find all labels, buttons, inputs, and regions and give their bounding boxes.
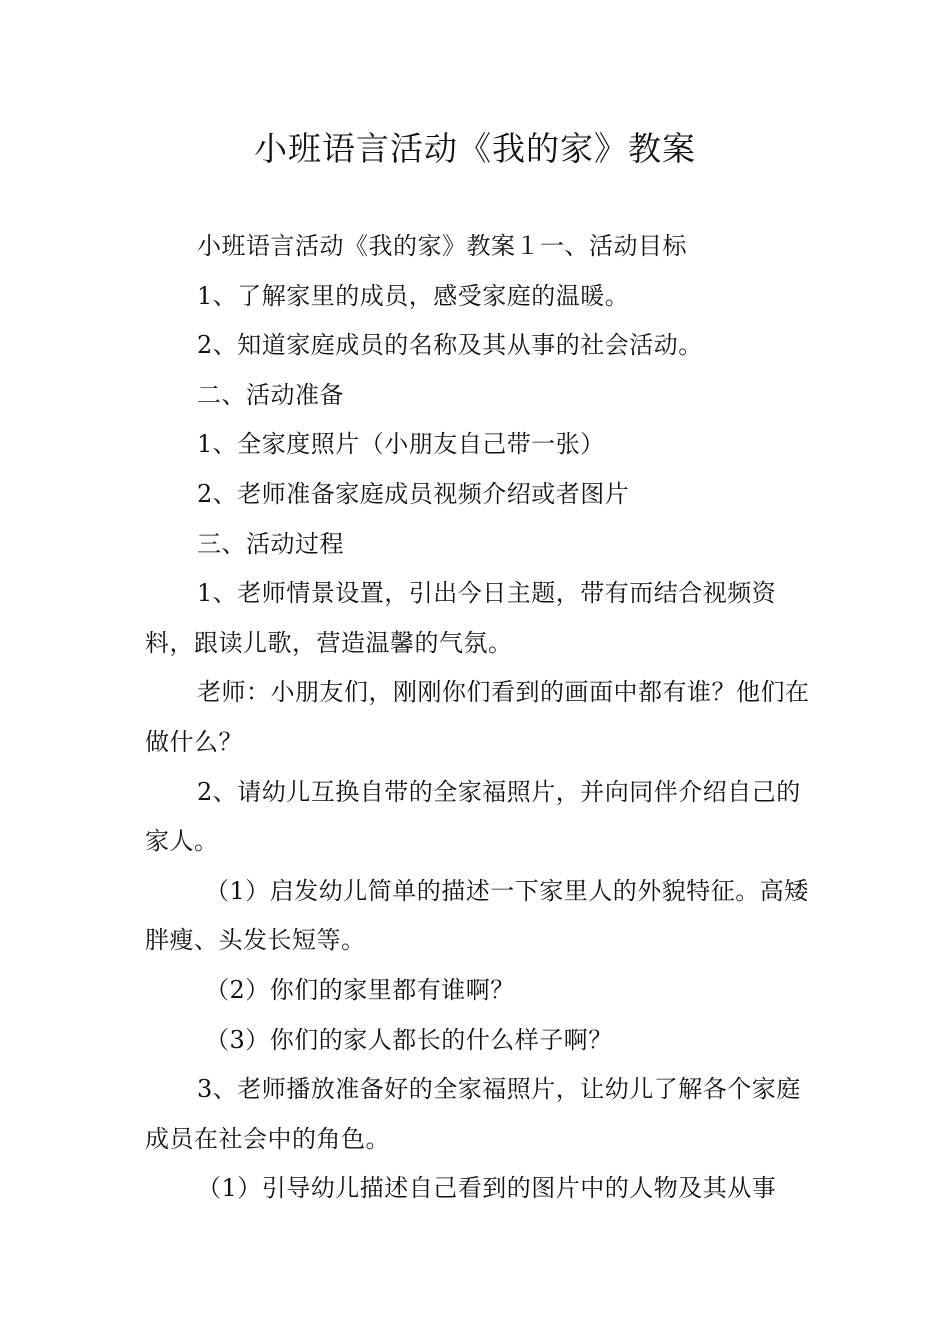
document-body — [145, 222, 810, 1214]
paragraph: 1、老师情景设置，引出今日主题，带有而结合视频资料，跟读儿歌，营造温馨的气氛。 — [145, 579, 777, 657]
paragraph: 小班语言活动《我的家》教案１一、活动目标 — [197, 232, 687, 260]
paragraph: 三、活动过程 — [197, 529, 344, 558]
paragraph: （1）引导幼儿描述自己看到的图片中的人物及其从事 — [197, 1174, 777, 1203]
paragraph: 1、全家度照片（小朋友自己带一张） — [197, 430, 605, 459]
document-title: 小班语言活动《我的家》教案 — [254, 129, 696, 168]
paragraph: （3）你们的家人都长的什么样子啊？ — [205, 1025, 613, 1054]
paragraph: （2）你们的家里都有谁啊？ — [205, 975, 515, 1004]
paragraph: 2、老师准备家庭成员视频介绍或者图片 — [197, 479, 630, 508]
paragraph: 2、请幼儿互换自带的全家福照片，并向同伴介绍自己的家人。 — [145, 777, 801, 856]
paragraph: 3、老师播放准备好的全家福照片，让幼儿了解各个家庭成员在社会中的角色。 — [145, 1075, 801, 1153]
paragraph: （1）启发幼儿简单的描述一下家里人的外貌特征。高矮胖瘦、头发长短等。 — [145, 876, 809, 955]
paragraph: 2、知道家庭成员的名称及其从事的社会活动。 — [197, 331, 703, 360]
paragraph: 1、了解家里的成员，感受家庭的温暖。 — [197, 281, 630, 310]
paragraph: 老师：小朋友们，刚刚你们看到的画面中都有谁？他们在做什么？ — [145, 678, 810, 756]
paragraph: 二、活动准备 — [197, 380, 344, 409]
